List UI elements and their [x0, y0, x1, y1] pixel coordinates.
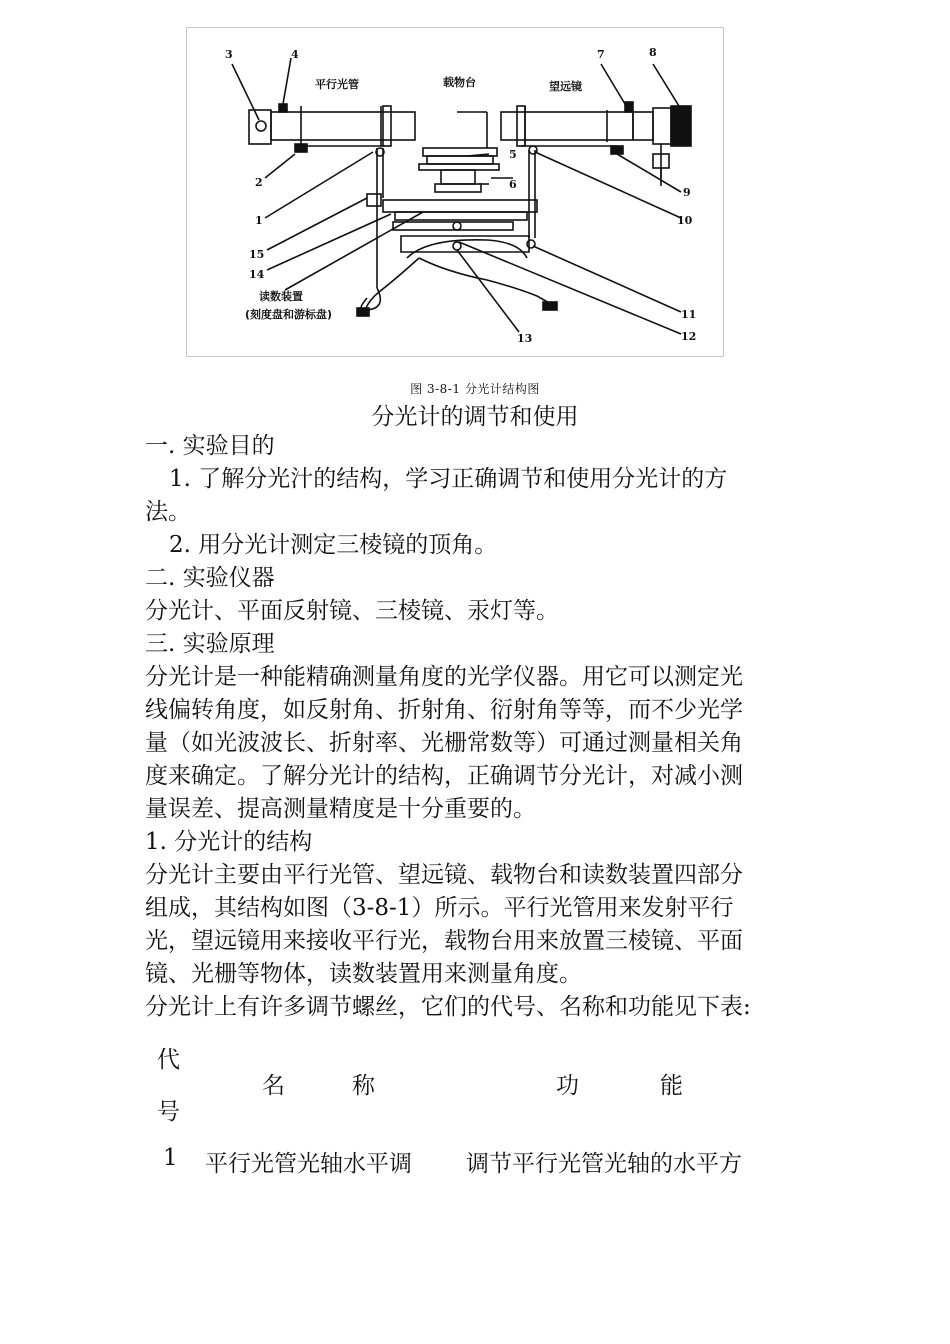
principle-line: 线偏转角度，如反射角、折射角、衍射角等等，而不少光学 [145, 697, 743, 723]
structure-line: 组成，其结构如图（3-8-1）所示。平行光管用来发射平行 [145, 895, 734, 921]
structure-line: 分光计主要由平行光管、望远镜、载物台和读数装置四部分 [145, 862, 743, 888]
part-number: 15 [249, 248, 265, 261]
label-reading-device-sub: (刻度盘和游标盘) [245, 308, 333, 321]
objective-item: 2. 用分光计测定三棱镜的顶角。 [169, 532, 498, 558]
table-cell-name: 平行光管光轴水平调 [205, 1151, 412, 1177]
instruments-text: 分光计、平面反射镜、三棱镜、汞灯等。 [145, 598, 559, 624]
part-number: 1 [255, 214, 263, 227]
part-number: 3 [225, 48, 233, 61]
table-header-name: 名 [262, 1073, 285, 1099]
principle-line: 量误差、提高测量精度是十分重要的。 [145, 796, 536, 822]
part-number: 14 [249, 268, 265, 281]
table-header-code-bottom: 号 [157, 1099, 180, 1125]
part-number: 10 [677, 214, 693, 227]
part-number: 7 [597, 48, 605, 61]
table-header-code-top: 代 [157, 1047, 180, 1073]
label-reading-device: 读数装置 [259, 290, 303, 303]
part-number: 12 [681, 330, 697, 343]
slit-screw [256, 121, 266, 131]
objective-item: 1. 了解分光汁的结构，学习正确调节和使用分光计的方 [169, 466, 728, 492]
table-header-function: 能 [660, 1073, 683, 1099]
section-heading: 三. 实验原理 [145, 631, 275, 657]
part-number: 13 [517, 332, 533, 345]
part-number: 9 [683, 186, 691, 199]
table-cell-code: 1 [163, 1145, 178, 1171]
objective-item-continued: 法。 [145, 499, 191, 525]
part-number: 4 [291, 48, 299, 61]
subsection-heading: 1. 分光计的结构 [145, 829, 313, 855]
principle-line: 量（如光波波长、折射率、光栅常数等）可通过测量相关角 [145, 730, 743, 756]
part-number: 5 [509, 148, 517, 161]
label-telescope: 望远镜 [549, 80, 582, 93]
spectrometer-diagram [187, 28, 725, 358]
part-number: 6 [509, 178, 517, 191]
objectives-section [145, 430, 810, 1024]
table-header-function: 功 [556, 1073, 579, 1099]
structure-line: 镜、光栅等物体，读数装置用来测量角度。 [145, 961, 582, 987]
figure-caption: 图 3-8-1 分光计结构图 [410, 382, 540, 396]
part-number: 2 [255, 176, 263, 189]
part-number: 8 [649, 46, 657, 59]
table-header-name: 称 [352, 1073, 375, 1099]
part-number: 11 [681, 308, 697, 321]
label-collimator: 平行光管 [315, 78, 359, 91]
table-cell-function: 调节平行光管光轴的水平方 [466, 1151, 742, 1177]
page-title: 分光计的调节和使用 [371, 404, 579, 430]
telescope-tube [501, 112, 633, 140]
principle-line: 分光计是一种能精确测量角度的光学仪器。用它可以测定光 [145, 664, 743, 690]
principle-line: 度来确定。了解分光计的结构，正确调节分光计，对减小测 [145, 763, 743, 789]
section-heading: 二. 实验仪器 [145, 565, 275, 591]
structure-line: 光，望远镜用来接收平行光，载物台用来放置三棱镜、平面 [145, 928, 743, 954]
collimator-slit-body [249, 110, 271, 144]
label-stage: 载物台 [443, 76, 476, 89]
table-intro: 分光计上有许多调节螺丝，它们的代号、名称和功能见下表: [145, 994, 751, 1020]
telescope-eyepiece [671, 106, 691, 146]
spectrometer-figure [186, 27, 724, 357]
section-heading: 一. 实验目的 [145, 433, 275, 459]
collimator-tube [271, 112, 415, 140]
